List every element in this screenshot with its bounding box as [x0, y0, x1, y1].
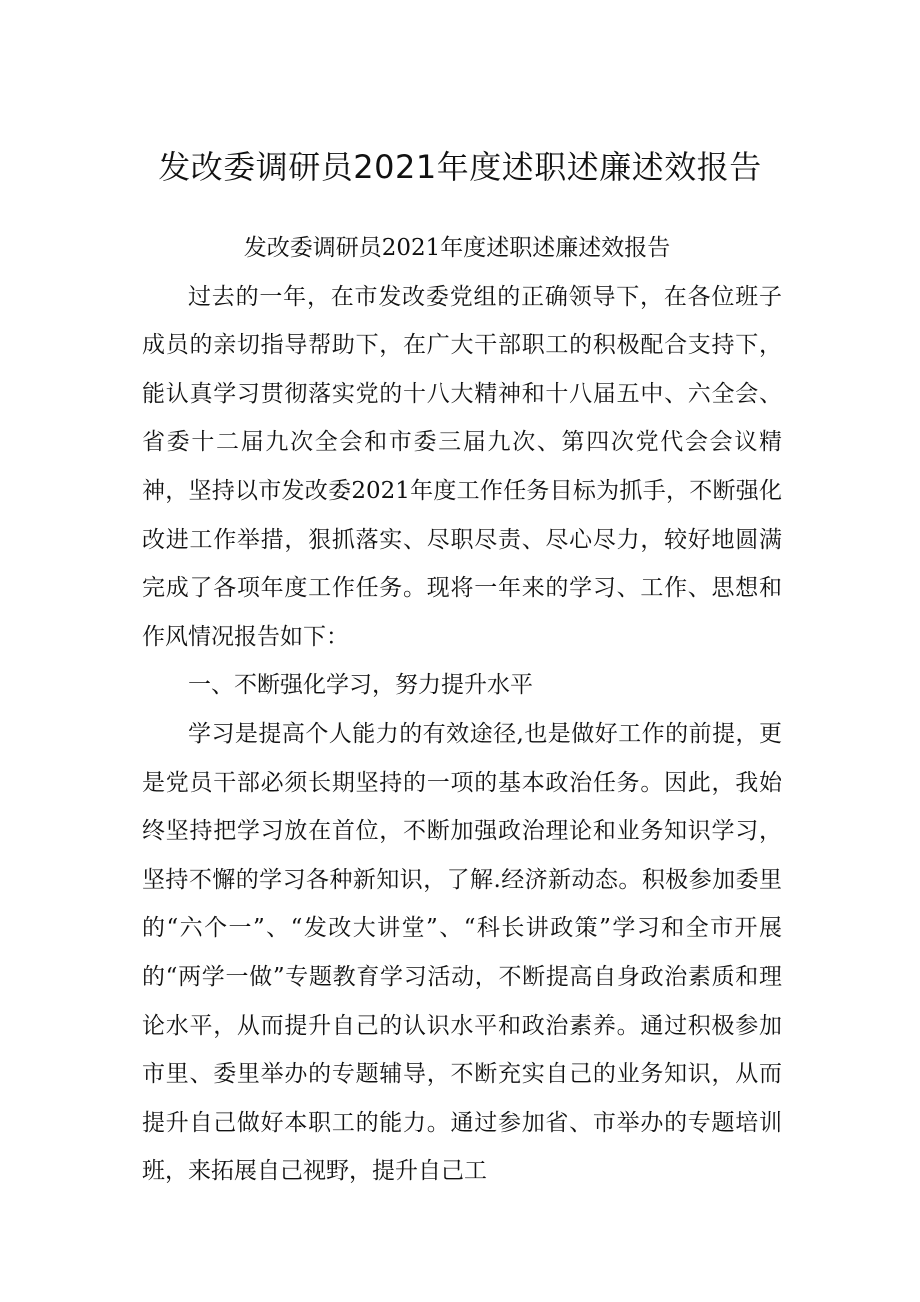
- document-subtitle: 发改委调研员2021年度述职述廉述效报告: [243, 235, 671, 261]
- document-body: [142, 224, 782, 1196]
- paragraph-intro: 过去的一年，在市发改委党组的正确领导下，在各位班子成员的亲切指导帮助下，在广大干部职工的积极配合支持下，能认真学习贯彻落实党的十八大精神和十八届五中、六全会、省委十二届九次全会和市委三届九次、第四次党代会会议精神，坚持以市发改委2021年度工作任务目标为抓手，不断强化改进工作举措，狠抓落实、尽职尽责、尽心尽力，较好地圆满完成了各项年度工作任务。现将一年来的学习、工作、思想和作风情况报告如下：: [142, 283, 782, 650]
- section-heading-study: 一、不断强化学习，努力提升水平: [188, 672, 533, 699]
- paragraph-study: 学习是提高个人能力的有效途径,也是做好工作的前提，更是党员干部必须长期坚持的一项的基本政治任务。因此，我始终坚持把学习放在首位，不断加强政治理论和业务知识学习，坚持不懈的学习各种新知识，了解.经济新动态。积极参加委里的“六个一”、“发改大讲堂”、“科长讲政策”学习和全市开展的“两学一做”专题教育学习活动，不断提高自身政治素质和理论水平，从而提升自己的认识水平和政治素养。通过积极参加市里、委里举办的专题辅导，不断充实自己的业务知识，从而提升自己做好本职工的能力。通过参加省、市举办的专题培训班，来拓展自己视野，提升自己工: [142, 720, 782, 1185]
- document-title: 发改委调研员2021年度述职述廉述效报告: [158, 148, 762, 186]
